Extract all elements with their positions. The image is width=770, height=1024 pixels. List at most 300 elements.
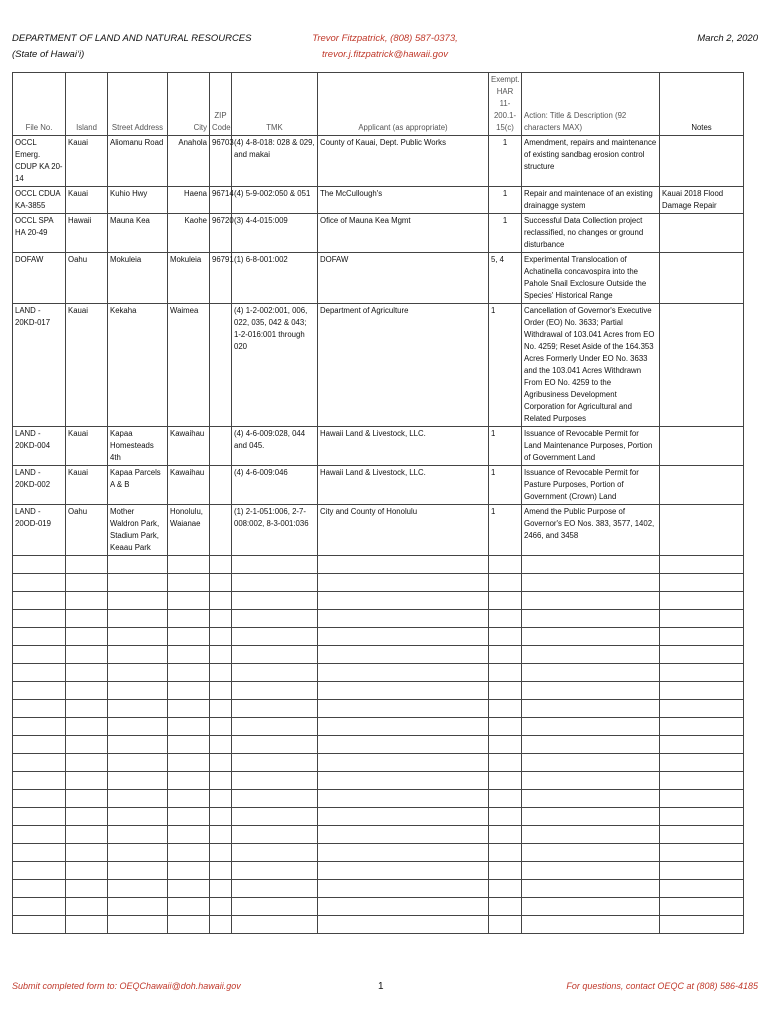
empty-row bbox=[13, 556, 744, 574]
empty-cell bbox=[13, 574, 66, 592]
cell-tmk: (4) 5-9-002:050 & 051 bbox=[232, 187, 318, 214]
empty-cell bbox=[210, 790, 232, 808]
col-applicant: Applicant (as appropriate) bbox=[318, 73, 489, 136]
empty-cell bbox=[66, 862, 108, 880]
empty-cell bbox=[66, 826, 108, 844]
cell-exempt: 1 bbox=[489, 466, 522, 505]
empty-cell bbox=[13, 628, 66, 646]
cell-street: Mauna Kea bbox=[108, 214, 168, 253]
empty-row bbox=[13, 646, 744, 664]
cell-notes bbox=[660, 505, 744, 556]
empty-cell bbox=[318, 628, 489, 646]
empty-cell bbox=[210, 592, 232, 610]
empty-cell bbox=[108, 880, 168, 898]
empty-cell bbox=[66, 700, 108, 718]
empty-cell bbox=[489, 826, 522, 844]
cell-island: Oahu bbox=[66, 505, 108, 556]
cell-action: Cancellation of Governor's Executive Order (EO) No. 3633; Partial Withdrawal of 103.041 Acres from EO No. 4259; Reset Aside of the 164.353 Acres Formerly Under EO No. 3633 and the 103.041 Acres Withdrawn From EO No. 4259 to the Agribusiness Development Corporation for Agricultural and Related Purposes bbox=[522, 304, 660, 427]
empty-cell bbox=[489, 898, 522, 916]
cell-street: Kapaa Homesteads 4th bbox=[108, 427, 168, 466]
empty-cell bbox=[66, 790, 108, 808]
header-left bbox=[12, 31, 251, 63]
empty-cell bbox=[108, 898, 168, 916]
empty-cell bbox=[232, 610, 318, 628]
empty-cell bbox=[489, 736, 522, 754]
empty-cell bbox=[210, 736, 232, 754]
empty-cell bbox=[168, 790, 210, 808]
exemption-table bbox=[12, 72, 744, 934]
empty-cell bbox=[522, 592, 660, 610]
empty-row bbox=[13, 664, 744, 682]
cell-zip bbox=[210, 505, 232, 556]
empty-cell bbox=[489, 592, 522, 610]
cell-applicant: DOFAW bbox=[318, 253, 489, 304]
cell-exempt: 1 bbox=[489, 214, 522, 253]
empty-cell bbox=[522, 610, 660, 628]
empty-cell bbox=[489, 880, 522, 898]
empty-cell bbox=[318, 790, 489, 808]
empty-cell bbox=[522, 718, 660, 736]
cell-exempt: 1 bbox=[489, 304, 522, 427]
cell-action: Repair and maintenace of an existing drainagge system bbox=[522, 187, 660, 214]
empty-cell bbox=[108, 826, 168, 844]
empty-cell bbox=[210, 754, 232, 772]
empty-cell bbox=[66, 610, 108, 628]
empty-cell bbox=[66, 682, 108, 700]
empty-cell bbox=[108, 718, 168, 736]
empty-row bbox=[13, 700, 744, 718]
empty-cell bbox=[66, 772, 108, 790]
cell-notes bbox=[660, 136, 744, 187]
cell-applicant: Hawaii Land & Livestock, LLC. bbox=[318, 427, 489, 466]
empty-cell bbox=[168, 664, 210, 682]
empty-cell bbox=[168, 880, 210, 898]
cell-island: Kauai bbox=[66, 466, 108, 505]
empty-cell bbox=[232, 682, 318, 700]
empty-cell bbox=[522, 826, 660, 844]
col-exempt: Exempt. HAR 11-200.1-15(c) bbox=[489, 73, 522, 136]
empty-row bbox=[13, 808, 744, 826]
empty-cell bbox=[108, 844, 168, 862]
empty-cell bbox=[210, 556, 232, 574]
empty-cell bbox=[108, 664, 168, 682]
empty-cell bbox=[522, 664, 660, 682]
empty-cell bbox=[318, 898, 489, 916]
col-island: Island bbox=[66, 73, 108, 136]
empty-cell bbox=[13, 556, 66, 574]
empty-cell bbox=[232, 880, 318, 898]
empty-row bbox=[13, 772, 744, 790]
empty-cell bbox=[66, 574, 108, 592]
contact-name: Trevor Fitzpatrick, (808) 587-0373, bbox=[312, 33, 458, 44]
empty-cell bbox=[168, 574, 210, 592]
empty-cell bbox=[232, 898, 318, 916]
department-name: DEPARTMENT OF LAND AND NATURAL RESOURCES bbox=[12, 33, 252, 44]
empty-cell bbox=[232, 736, 318, 754]
empty-cell bbox=[108, 556, 168, 574]
cell-notes bbox=[660, 304, 744, 427]
cell-tmk: (3) 4-4-015:009 bbox=[232, 214, 318, 253]
empty-cell bbox=[522, 574, 660, 592]
empty-cell bbox=[210, 718, 232, 736]
empty-cell bbox=[660, 880, 744, 898]
cell-file-no: LAND - 20KD-017 bbox=[13, 304, 66, 427]
cell-tmk: (4) 4-6-009:046 bbox=[232, 466, 318, 505]
cell-city: Kawaihau bbox=[168, 466, 210, 505]
empty-cell bbox=[232, 826, 318, 844]
cell-applicant: County of Kauai, Dept. Public Works bbox=[318, 136, 489, 187]
empty-cell bbox=[108, 628, 168, 646]
empty-cell bbox=[168, 592, 210, 610]
cell-applicant: City and County of Honolulu bbox=[318, 505, 489, 556]
empty-cell bbox=[13, 808, 66, 826]
empty-cell bbox=[660, 916, 744, 934]
empty-cell bbox=[660, 700, 744, 718]
empty-row bbox=[13, 844, 744, 862]
empty-cell bbox=[210, 610, 232, 628]
empty-cell bbox=[210, 898, 232, 916]
empty-cell bbox=[318, 592, 489, 610]
empty-cell bbox=[168, 826, 210, 844]
empty-cell bbox=[522, 646, 660, 664]
empty-cell bbox=[489, 664, 522, 682]
empty-cell bbox=[318, 772, 489, 790]
empty-cell bbox=[13, 700, 66, 718]
empty-cell bbox=[168, 862, 210, 880]
table-row bbox=[13, 187, 744, 214]
empty-cell bbox=[660, 574, 744, 592]
col-street: Street Address bbox=[108, 73, 168, 136]
empty-cell bbox=[168, 754, 210, 772]
empty-cell bbox=[108, 772, 168, 790]
empty-cell bbox=[660, 682, 744, 700]
empty-cell bbox=[232, 772, 318, 790]
cell-tmk: (1) 2-1-051:006, 2-7-008:002, 8-3-001:036 bbox=[232, 505, 318, 556]
empty-cell bbox=[108, 808, 168, 826]
empty-cell bbox=[489, 808, 522, 826]
cell-island: Oahu bbox=[66, 253, 108, 304]
cell-file-no: OCCL CDUA KA-3855 bbox=[13, 187, 66, 214]
empty-cell bbox=[489, 628, 522, 646]
empty-cell bbox=[66, 754, 108, 772]
empty-cell bbox=[522, 628, 660, 646]
empty-cell bbox=[660, 718, 744, 736]
empty-cell bbox=[522, 916, 660, 934]
cell-city: Kaohe bbox=[168, 214, 210, 253]
empty-cell bbox=[318, 574, 489, 592]
empty-row bbox=[13, 682, 744, 700]
contact-email[interactable]: trevor.j.fitzpatrick@hawaii.gov bbox=[322, 49, 448, 60]
empty-cell bbox=[489, 754, 522, 772]
cell-island: Kauai bbox=[66, 427, 108, 466]
table-row bbox=[13, 466, 744, 505]
empty-cell bbox=[13, 736, 66, 754]
empty-cell bbox=[489, 682, 522, 700]
empty-cell bbox=[210, 880, 232, 898]
cell-tmk: (4) 1-2-002:001, 006, 022, 035, 042 & 043; 1-2-016:001 through 020 bbox=[232, 304, 318, 427]
cell-street: Kapaa Parcels A & B bbox=[108, 466, 168, 505]
empty-cell bbox=[210, 844, 232, 862]
empty-cell bbox=[232, 754, 318, 772]
empty-cell bbox=[210, 772, 232, 790]
table-row bbox=[13, 304, 744, 427]
col-file-no: File No. bbox=[13, 73, 66, 136]
col-tmk: TMK bbox=[232, 73, 318, 136]
cell-zip bbox=[210, 466, 232, 505]
empty-cell bbox=[108, 574, 168, 592]
empty-cell bbox=[66, 898, 108, 916]
cell-exempt: 1 bbox=[489, 427, 522, 466]
empty-cell bbox=[522, 772, 660, 790]
empty-cell bbox=[489, 700, 522, 718]
cell-notes bbox=[660, 427, 744, 466]
cell-city: Waimea bbox=[168, 304, 210, 427]
cell-file-no: OCCL Emerg. CDUP KA 20-14 bbox=[13, 136, 66, 187]
empty-cell bbox=[660, 808, 744, 826]
empty-cell bbox=[232, 700, 318, 718]
empty-cell bbox=[66, 718, 108, 736]
cell-city: Haena bbox=[168, 187, 210, 214]
empty-cell bbox=[232, 592, 318, 610]
empty-row bbox=[13, 916, 744, 934]
empty-cell bbox=[489, 772, 522, 790]
col-notes: Notes bbox=[660, 73, 744, 136]
empty-cell bbox=[13, 664, 66, 682]
cell-exempt: 1 bbox=[489, 187, 522, 214]
empty-cell bbox=[108, 916, 168, 934]
empty-cell bbox=[168, 682, 210, 700]
empty-cell bbox=[232, 556, 318, 574]
cell-tmk: (4) 4-8-018: 028 & 029, and makai bbox=[232, 136, 318, 187]
empty-cell bbox=[66, 916, 108, 934]
col-city: City bbox=[168, 73, 210, 136]
empty-cell bbox=[489, 646, 522, 664]
cell-file-no: LAND - 20OD-019 bbox=[13, 505, 66, 556]
cell-zip: 96720 bbox=[210, 214, 232, 253]
empty-row bbox=[13, 574, 744, 592]
cell-action: Issuance of Revocable Permit for Land Maintenance Purposes, Portion of Government Land bbox=[522, 427, 660, 466]
cell-city: Honolulu, Waianae bbox=[168, 505, 210, 556]
cell-action: Successful Data Collection project reclassified, no changes or ground disturbance bbox=[522, 214, 660, 253]
empty-cell bbox=[522, 556, 660, 574]
cell-tmk: (1) 6-8-001:002 bbox=[232, 253, 318, 304]
empty-cell bbox=[210, 862, 232, 880]
empty-cell bbox=[318, 754, 489, 772]
table-row bbox=[13, 214, 744, 253]
table-row bbox=[13, 136, 744, 187]
empty-cell bbox=[108, 592, 168, 610]
empty-cell bbox=[489, 844, 522, 862]
cell-applicant: Ofice of Mauna Kea Mgmt bbox=[318, 214, 489, 253]
empty-cell bbox=[318, 682, 489, 700]
empty-cell bbox=[318, 556, 489, 574]
empty-cell bbox=[13, 898, 66, 916]
cell-action: Issuance of Revocable Permit for Pasture Purposes, Portion of Government (Crown) Land bbox=[522, 466, 660, 505]
cell-street: Mother Waldron Park, Stadium Park, Keaau Park bbox=[108, 505, 168, 556]
empty-cell bbox=[318, 880, 489, 898]
empty-cell bbox=[660, 772, 744, 790]
empty-cell bbox=[318, 826, 489, 844]
cell-zip: 96791 bbox=[210, 253, 232, 304]
empty-cell bbox=[66, 646, 108, 664]
empty-cell bbox=[108, 646, 168, 664]
cell-tmk: (4) 4-6-009:028, 044 and 045. bbox=[232, 427, 318, 466]
empty-cell bbox=[13, 610, 66, 628]
cell-island: Kauai bbox=[66, 136, 108, 187]
empty-cell bbox=[210, 826, 232, 844]
empty-cell bbox=[489, 574, 522, 592]
empty-cell bbox=[232, 628, 318, 646]
empty-cell bbox=[318, 700, 489, 718]
empty-cell bbox=[168, 916, 210, 934]
empty-cell bbox=[13, 718, 66, 736]
cell-street: Kekaha bbox=[108, 304, 168, 427]
cell-city: Mokuleia bbox=[168, 253, 210, 304]
empty-row bbox=[13, 736, 744, 754]
empty-cell bbox=[108, 736, 168, 754]
table-body bbox=[13, 136, 744, 934]
empty-cell bbox=[66, 808, 108, 826]
empty-cell bbox=[66, 592, 108, 610]
table-row bbox=[13, 253, 744, 304]
empty-cell bbox=[660, 664, 744, 682]
empty-cell bbox=[13, 772, 66, 790]
empty-cell bbox=[13, 592, 66, 610]
empty-cell bbox=[318, 916, 489, 934]
empty-cell bbox=[660, 898, 744, 916]
empty-cell bbox=[210, 574, 232, 592]
empty-cell bbox=[13, 790, 66, 808]
cell-action: Experimental Translocation of Achatinella concavospira into the Pahole Snail Exclosure Outside the Species' Historical Range bbox=[522, 253, 660, 304]
empty-cell bbox=[168, 610, 210, 628]
empty-cell bbox=[489, 556, 522, 574]
page-number: 1 bbox=[378, 981, 384, 992]
cell-notes: Kauai 2018 Flood Damage Repair bbox=[660, 187, 744, 214]
empty-cell bbox=[660, 844, 744, 862]
header-contact bbox=[300, 31, 470, 63]
empty-cell bbox=[210, 916, 232, 934]
cell-city: Kawaihau bbox=[168, 427, 210, 466]
empty-cell bbox=[108, 862, 168, 880]
empty-cell bbox=[232, 646, 318, 664]
empty-row bbox=[13, 790, 744, 808]
empty-row bbox=[13, 628, 744, 646]
cell-city: Anahola bbox=[168, 136, 210, 187]
empty-cell bbox=[210, 646, 232, 664]
submit-note: Submit completed form to: OEQChawaii@doh.hawaii.gov bbox=[12, 981, 241, 991]
empty-cell bbox=[232, 808, 318, 826]
empty-cell bbox=[232, 574, 318, 592]
empty-cell bbox=[13, 682, 66, 700]
empty-cell bbox=[108, 610, 168, 628]
empty-cell bbox=[522, 862, 660, 880]
cell-file-no: LAND - 20KD-004 bbox=[13, 427, 66, 466]
cell-notes bbox=[660, 253, 744, 304]
empty-cell bbox=[210, 664, 232, 682]
cell-street: Aliomanu Road bbox=[108, 136, 168, 187]
empty-cell bbox=[13, 754, 66, 772]
empty-cell bbox=[660, 556, 744, 574]
questions-note: For questions, contact OEQC at (808) 586-4185 bbox=[566, 981, 758, 991]
empty-cell bbox=[108, 754, 168, 772]
empty-cell bbox=[210, 808, 232, 826]
cell-notes bbox=[660, 466, 744, 505]
cell-file-no: OCCL SPA HA 20-49 bbox=[13, 214, 66, 253]
table-row bbox=[13, 505, 744, 556]
cell-street: Kuhio Hwy bbox=[108, 187, 168, 214]
empty-cell bbox=[660, 610, 744, 628]
empty-row bbox=[13, 880, 744, 898]
empty-cell bbox=[66, 556, 108, 574]
empty-cell bbox=[13, 646, 66, 664]
empty-cell bbox=[318, 736, 489, 754]
empty-cell bbox=[168, 556, 210, 574]
empty-cell bbox=[660, 592, 744, 610]
empty-cell bbox=[108, 790, 168, 808]
cell-exempt: 1 bbox=[489, 136, 522, 187]
empty-cell bbox=[522, 790, 660, 808]
empty-row bbox=[13, 898, 744, 916]
empty-cell bbox=[66, 880, 108, 898]
empty-cell bbox=[522, 898, 660, 916]
empty-cell bbox=[318, 844, 489, 862]
empty-cell bbox=[489, 790, 522, 808]
cell-exempt: 1 bbox=[489, 505, 522, 556]
empty-cell bbox=[660, 628, 744, 646]
state-name: (State of Hawaiʻi) bbox=[12, 49, 85, 60]
empty-cell bbox=[210, 628, 232, 646]
empty-cell bbox=[522, 700, 660, 718]
empty-cell bbox=[522, 736, 660, 754]
cell-island: Hawaii bbox=[66, 214, 108, 253]
empty-row bbox=[13, 718, 744, 736]
empty-cell bbox=[168, 646, 210, 664]
empty-row bbox=[13, 862, 744, 880]
empty-cell bbox=[489, 718, 522, 736]
empty-cell bbox=[522, 880, 660, 898]
empty-cell bbox=[168, 844, 210, 862]
cell-file-no: LAND - 20KD-002 bbox=[13, 466, 66, 505]
empty-cell bbox=[522, 844, 660, 862]
cell-street: Mokuleia bbox=[108, 253, 168, 304]
empty-cell bbox=[168, 736, 210, 754]
empty-cell bbox=[489, 862, 522, 880]
empty-cell bbox=[522, 682, 660, 700]
empty-cell bbox=[168, 808, 210, 826]
cell-zip bbox=[210, 304, 232, 427]
empty-cell bbox=[168, 628, 210, 646]
empty-cell bbox=[232, 790, 318, 808]
empty-cell bbox=[232, 718, 318, 736]
empty-cell bbox=[13, 826, 66, 844]
cell-action: Amendment, repairs and maintenance of existing sandbag erosion control structure bbox=[522, 136, 660, 187]
cell-applicant: Hawaii Land & Livestock, LLC. bbox=[318, 466, 489, 505]
col-zip: ZIP Code bbox=[210, 73, 232, 136]
empty-row bbox=[13, 592, 744, 610]
empty-cell bbox=[13, 862, 66, 880]
empty-cell bbox=[489, 610, 522, 628]
cell-exempt: 5, 4 bbox=[489, 253, 522, 304]
cell-zip bbox=[210, 427, 232, 466]
empty-cell bbox=[168, 772, 210, 790]
empty-cell bbox=[318, 646, 489, 664]
empty-cell bbox=[318, 808, 489, 826]
empty-cell bbox=[660, 790, 744, 808]
table-row bbox=[13, 427, 744, 466]
empty-cell bbox=[660, 862, 744, 880]
header-row bbox=[13, 73, 744, 136]
empty-cell bbox=[108, 682, 168, 700]
